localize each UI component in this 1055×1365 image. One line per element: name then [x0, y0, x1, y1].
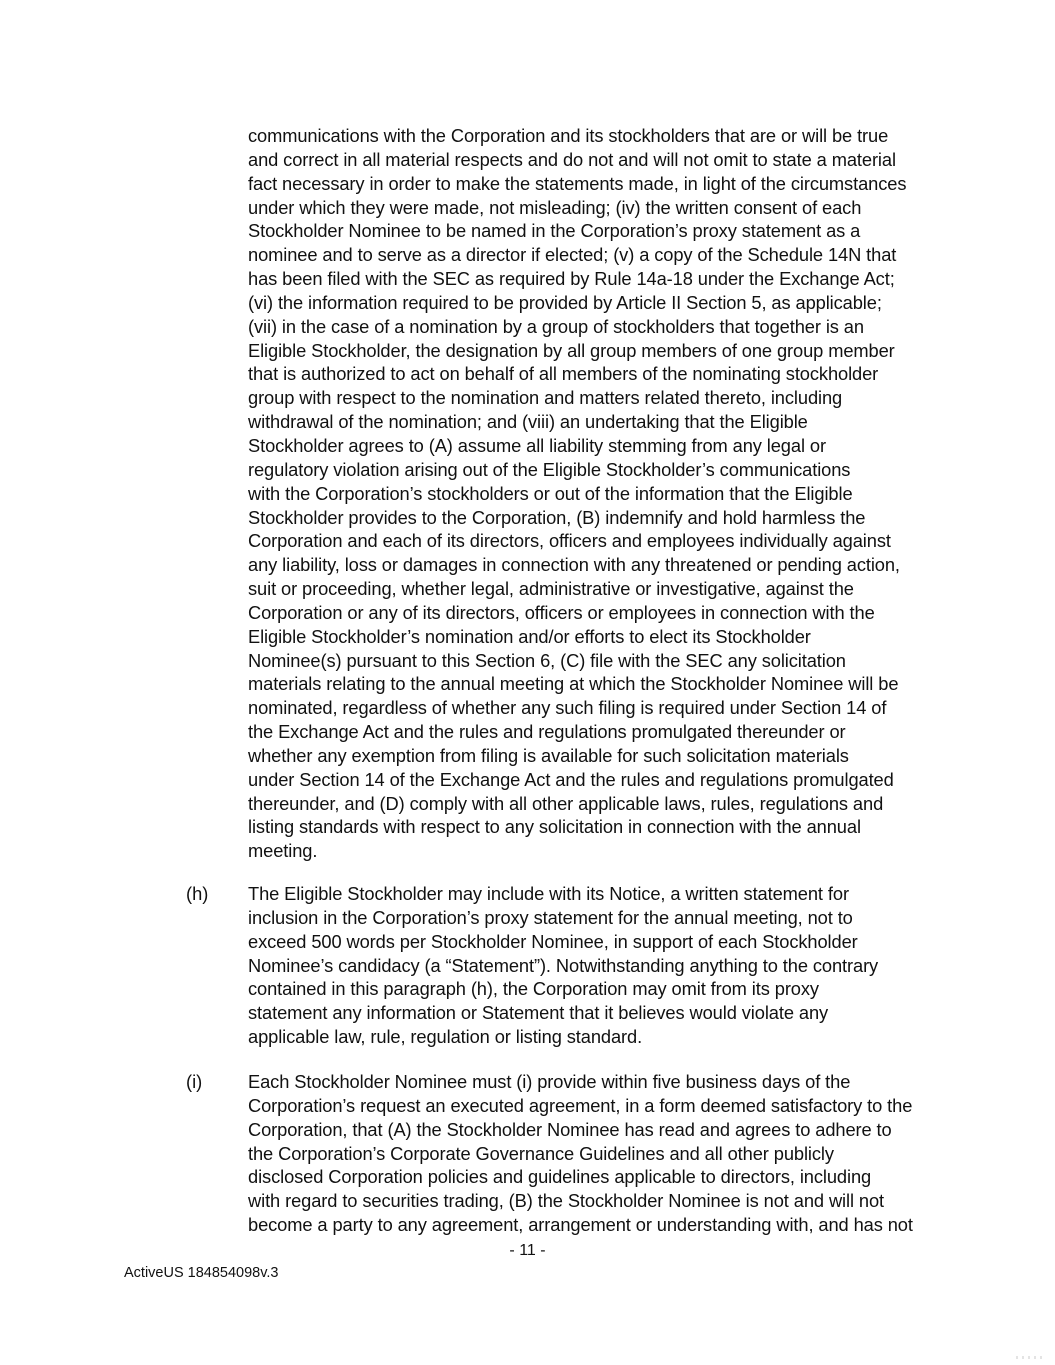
text-line: nominated, regardless of whether any such filing is required under Section 14 of	[248, 697, 887, 719]
continuation-paragraph	[248, 124, 906, 863]
paragraph-i	[248, 1070, 913, 1237]
text-line: (vii) in the case of a nomination by a group of stockholders that together is an	[248, 315, 864, 337]
text-line: statement any information or Statement that it believes would violate any	[248, 1002, 829, 1024]
text-line: (vi) the information required to be provided by Article II Section 5, as applicable;	[248, 291, 882, 313]
text-line: and correct in all material respects and do not and will not omit to state a material	[248, 148, 896, 170]
text-line: Corporation and each of its directors, officers and employees individually against	[248, 530, 891, 552]
text-line: the Exchange Act and the rules and regulations promulgated thereunder or	[248, 721, 846, 743]
text-line: suit or proceeding, whether legal, administrative or investigative, against the	[248, 578, 854, 600]
text-line: materials relating to the annual meeting at which the Stockholder Nominee will be	[248, 673, 899, 695]
text-line: that is authorized to act on behalf of all members of the nominating stockholder	[248, 363, 879, 385]
text-line: become a party to any agreement, arrangement or understanding with, and has not	[248, 1214, 913, 1236]
text-line: applicable law, rule, regulation or listing standard.	[248, 1026, 643, 1048]
text-line: meeting.	[248, 840, 318, 862]
document-id: ActiveUS 184854098v.3	[124, 1265, 279, 1281]
text-line: The Eligible Stockholder may include with its Notice, a written statement for	[248, 883, 849, 904]
text-line: regulatory violation arising out of the Eligible Stockholder’s communications	[248, 458, 851, 480]
text-line: Stockholder agrees to (A) assume all liability stemming from any legal or	[248, 434, 826, 456]
text-line: nominee and to serve as a director if elected; (v) a copy of the Schedule 14N that	[248, 244, 897, 266]
text-line: fact necessary in order to make the statements made, in light of the circumstances	[248, 172, 907, 194]
text-line: the Corporation’s Corporate Governance Guidelines and all other publicly	[248, 1142, 834, 1164]
text-line: Stockholder provides to the Corporation, (B) indemnify and hold harmless the	[248, 506, 866, 528]
text-line: any liability, loss or damages in connection with any threatened or pending action,	[248, 554, 900, 576]
text-line: with the Corporation’s stockholders or out of the information that the Eligible	[248, 482, 853, 504]
text-line: Corporation or any of its directors, officers or employees in connection with the	[248, 601, 875, 623]
text-line: Eligible Stockholder, the designation by all group members of one group member	[248, 339, 895, 361]
text-line: under Section 14 of the Exchange Act and the rules and regulations promulgated	[248, 768, 894, 790]
text-line: communications with the Corporation and its stockholders that are or will be true	[248, 125, 889, 146]
text-line: has been filed with the SEC as required by Rule 14a-18 under the Exchange Act;	[248, 268, 895, 290]
text-line: Nominee(s) pursuant to this Section 6, (C) file with the SEC any solicitation	[248, 649, 846, 671]
page-number: - 11 -	[509, 1242, 546, 1259]
text-line: with regard to securities trading, (B) the Stockholder Nominee is not and will not	[248, 1190, 885, 1212]
paragraph-h-marker: (h)	[186, 883, 209, 904]
text-line: group with respect to the nomination and matters related thereto, including	[248, 387, 843, 409]
text-line: Eligible Stockholder’s nomination and/or efforts to elect its Stockholder	[248, 625, 811, 647]
text-line: listing standards with respect to any solicitation in connection with the annual	[248, 816, 861, 838]
text-line: thereunder, and (D) comply with all other applicable laws, rules, regulations and	[248, 792, 884, 814]
text-line: Corporation’s request an executed agreement, in a form deemed satisfactory to the	[248, 1094, 913, 1116]
text-line: Nominee’s candidacy (a “Statement”). Notwithstanding anything to the contrary	[248, 954, 879, 976]
text-line: Stockholder Nominee to be named in the Corporation’s proxy statement as a	[248, 220, 861, 242]
text-line: exceed 500 words per Stockholder Nominee, in support of each Stockholder	[248, 930, 858, 952]
paragraph-h	[248, 882, 878, 1049]
text-line: Each Stockholder Nominee must (i) provide within five business days of the	[248, 1071, 851, 1092]
text-line: withdrawal of the nomination; and (viii) an undertaking that the Eligible	[248, 411, 808, 433]
text-line: contained in this paragraph (h), the Corporation may omit from its proxy	[248, 978, 819, 1000]
text-line: under which they were made, not misleading; (iv) the written consent of each	[248, 196, 862, 218]
scan-artifact	[1016, 1356, 1046, 1359]
text-line: disclosed Corporation policies and guidelines applicable to directors, including	[248, 1166, 872, 1188]
paragraph-i-marker: (i)	[186, 1071, 203, 1092]
text-line: Corporation, that (A) the Stockholder Nominee has read and agrees to adhere to	[248, 1118, 892, 1140]
text-line: whether any exemption from filing is available for such solicitation materials	[248, 744, 849, 766]
text-line: inclusion in the Corporation’s proxy statement for the annual meeting, not to	[248, 906, 853, 928]
